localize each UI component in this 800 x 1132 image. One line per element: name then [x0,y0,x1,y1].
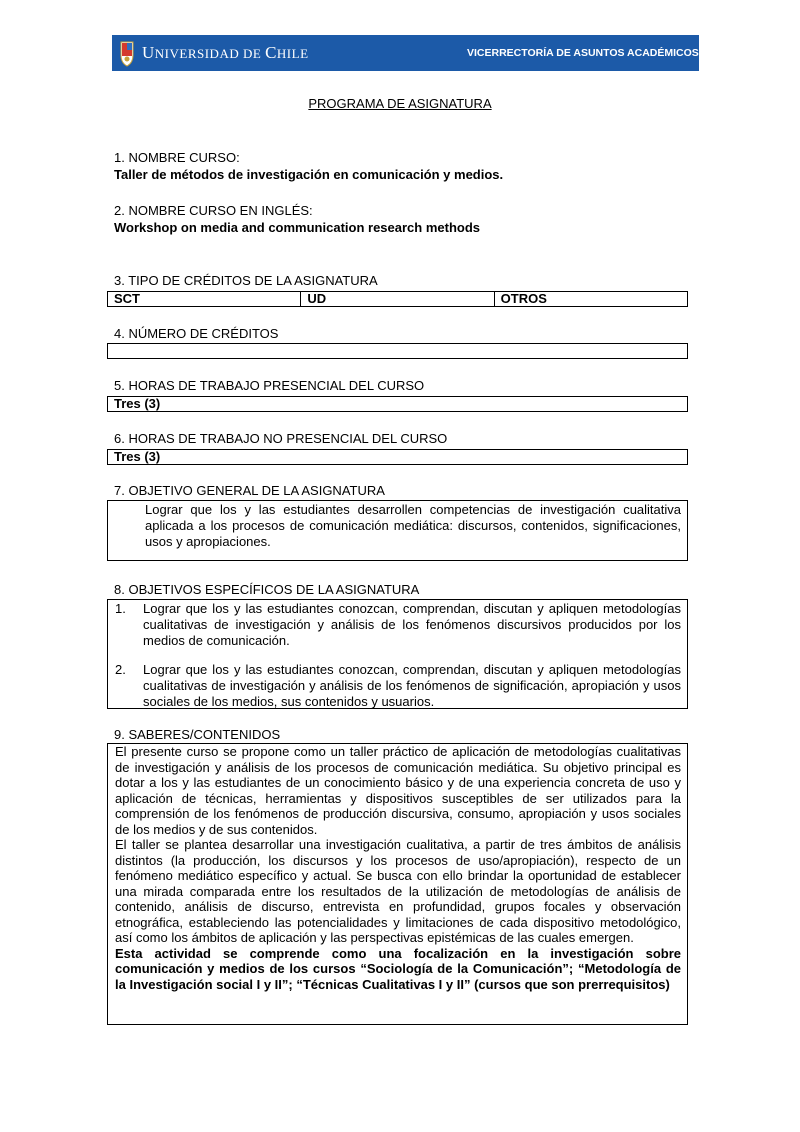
contents-paragraph-1: El presente curso se propone como un taller práctico de aplicación de metodologías cualitativas de investigación y análisis de los procesos de comunicación mediática. Su objetivo principal es dotar a los y las estudiantes de un conocimiento básico y de una experiencia concreta de uso y aplicación de técnicas, herramientas y dispositivos susceptibles de ser utilizados para la comprensión de los fenómenos de producción discursiva, consumo, apropiación y usos sociales de los medios y de sus contenidos. [115,744,681,837]
document-title: PROGRAMA DE ASIGNATURA [308,96,492,111]
section-8-heading: 8. OBJETIVOS ESPECÍFICOS DE LA ASIGNATURA [114,582,420,597]
university-name: UNIVERSIDAD DE CHILE [142,43,309,62]
section-5-heading: 5. HORAS DE TRABAJO PRESENCIAL DEL CURSO [114,378,425,393]
university-seal-icon [118,38,136,69]
contents-paragraph-2: El taller se plantea desarrollar una investigación cualitativa, a partir de tres ámbitos de análisis distintos (la producción, los discursos y los procesos de uso/apropiación), respecto de un fenómeno mediático específico y actual. Se busca con ello brindar la oportunidad de establecer una mirada comparada entre los resultados de la utilización de metodologías de análisis de contenido, análisis de discurso, entrevista en profundidad, grupos focales y observación etnográfica, estableciendo las potencialidades y limitaciones de cada dispositivo metodológico, así como los ámbitos de aplicación y las perspectivas epistémicas de las cuales emergen. [115,837,681,945]
section-4-heading: 4. NÚMERO DE CRÉDITOS [114,326,279,341]
specific-objective-item [108,601,687,649]
section-9-heading: 9. SABERES/CONTENIDOS [114,727,281,742]
non-presential-hours-box [107,449,688,465]
presential-hours-box [107,396,688,412]
credits-number-box [107,343,688,359]
section-1-heading: 1. NOMBRE CURSO: [114,150,240,165]
general-objective-box [107,500,688,561]
section-6-heading: 6. HORAS DE TRABAJO NO PRESENCIAL DEL CURSO [114,431,448,446]
section-2-heading: 2. NOMBRE CURSO EN INGLÉS: [114,203,313,218]
specific-objectives-box [107,599,688,709]
non-presential-hours-value: Tres (3) [114,449,161,464]
specific-objective-text: Lograr que los y las estudiantes conozcan, comprendan, discutan y apliquen metodologías cualitativas de investigación y análisis de los fenómenos de significación, apropiación y usos sociales de los medios, sus contenidos y usuarios. [143,662,681,709]
course-name-english: Workshop on media and communication research methods [114,220,480,235]
specific-objective-item [108,662,687,710]
presential-hours-value: Tres (3) [114,396,161,411]
specific-objective-text: Lograr que los y las estudiantes conozcan, comprendan, discutan y apliquen metodologías cualitativas de investigación y análisis de los fenómenos discursivos producidos por los medios de comunicación. [143,601,681,648]
contents-paragraph-3: Esta actividad se comprende como una focalización en la investigación sobre comunicación y medios de los cursos “Sociología de la Comunicación”; “Metodología de la Investigación social I y II”; “Técnicas Cualitativas I y II” (cursos que son prerrequisitos) [115,945,681,992]
credit-type-table [107,291,688,307]
contents-box [107,743,688,1025]
vicerrectoria-label: VICERRECTORÍA DE ASUNTOS ACADÉMICOS [467,47,699,59]
credit-type-ud: UD [301,292,494,306]
credit-type-sct: SCT [108,292,301,306]
specific-objective-number: 1. [115,601,126,616]
general-objective-text: Lograr que los y las estudiantes desarrollen competencias de investigación cualitativa aplicada a los procesos de comunicación mediática: discursos, contenidos, significaciones, usos y apropiaciones. [145,502,681,549]
section-7-heading: 7. OBJETIVO GENERAL DE LA ASIGNATURA [114,483,385,498]
credit-type-otros: OTROS [500,291,547,306]
specific-objective-number: 2. [115,662,126,677]
section-3-heading: 3. TIPO DE CRÉDITOS DE LA ASIGNATURA [114,273,378,288]
course-name: Taller de métodos de investigación en comunicación y medios. [114,167,504,182]
